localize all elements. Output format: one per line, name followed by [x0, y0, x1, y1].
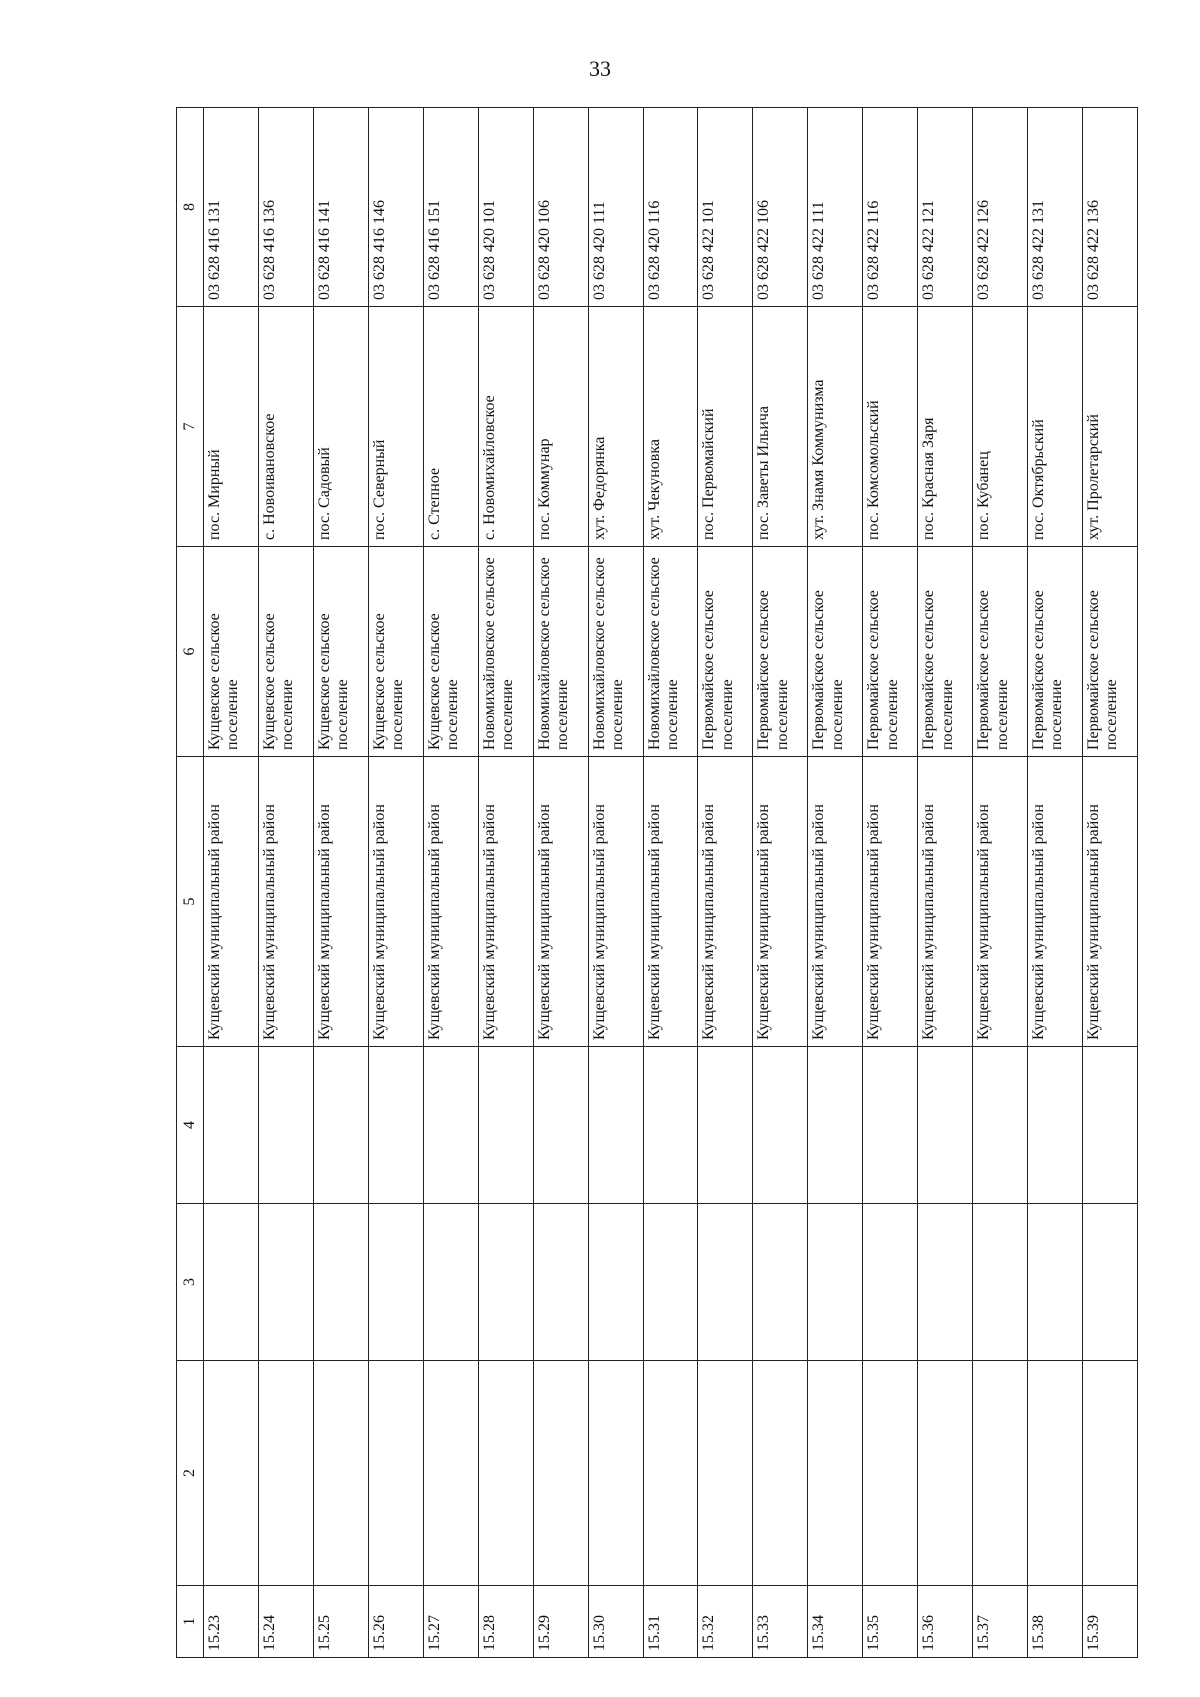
- district-cell: Кущевский муниципальный район: [588, 757, 643, 1047]
- locality-cell: пос. Северный: [368, 307, 423, 547]
- settlement-cell: Кущевское сельское поселение: [204, 547, 259, 757]
- rotated-table-container: [176, 108, 1138, 1658]
- col4-cell: [918, 1047, 973, 1204]
- col3-cell: [204, 1204, 259, 1361]
- col2-cell: [204, 1361, 259, 1586]
- oktmo-code-cell: 03 628 422 126: [973, 108, 1028, 307]
- row-number-cell: 15.27: [423, 1586, 478, 1658]
- locality-cell: хут. Знамя Коммунизма: [808, 307, 863, 547]
- oktmo-code-cell: 03 628 420 111: [588, 108, 643, 307]
- col4-cell: [423, 1047, 478, 1204]
- table-row: [808, 108, 863, 1658]
- oktmo-code-cell: 03 628 422 121: [918, 108, 973, 307]
- col2-cell: [863, 1361, 918, 1586]
- settlements-table: [176, 107, 1138, 1658]
- table-row: [643, 108, 698, 1658]
- settlement-cell: Первомайское сельское поселение: [918, 547, 973, 757]
- col3-cell: [698, 1204, 753, 1361]
- col3-cell: [478, 1204, 533, 1361]
- table-row: [973, 108, 1028, 1658]
- col2-cell: [368, 1361, 423, 1586]
- col4-cell: [973, 1047, 1028, 1204]
- col2-cell: [1028, 1361, 1083, 1586]
- settlement-cell: Новомихайловское сельское поселение: [533, 547, 588, 757]
- col3-cell: [1083, 1204, 1138, 1361]
- col2-cell: [753, 1361, 808, 1586]
- oktmo-code-cell: 03 628 420 101: [478, 108, 533, 307]
- col4-cell: [808, 1047, 863, 1204]
- row-number-cell: 15.24: [258, 1586, 313, 1658]
- settlement-cell: Новомихайловское сельское поселение: [588, 547, 643, 757]
- table-row: [918, 108, 973, 1658]
- table-row: [478, 108, 533, 1658]
- col4-cell: [588, 1047, 643, 1204]
- col3-cell: [533, 1204, 588, 1361]
- settlement-cell: Первомайское сельское поселение: [808, 547, 863, 757]
- table-row: [204, 108, 259, 1658]
- district-cell: Кущевский муниципальный район: [258, 757, 313, 1047]
- settlement-cell: Кущевское сельское поселение: [368, 547, 423, 757]
- district-cell: Кущевский муниципальный район: [973, 757, 1028, 1047]
- district-cell: Кущевский муниципальный район: [423, 757, 478, 1047]
- col3-cell: [643, 1204, 698, 1361]
- locality-cell: пос. Мирный: [204, 307, 259, 547]
- row-number-cell: 15.37: [973, 1586, 1028, 1658]
- table-row: [588, 108, 643, 1658]
- district-cell: Кущевский муниципальный район: [368, 757, 423, 1047]
- table-row: [863, 108, 918, 1658]
- row-number-cell: 15.32: [698, 1586, 753, 1658]
- col4-cell: [753, 1047, 808, 1204]
- col4-cell: [533, 1047, 588, 1204]
- settlement-cell: Кущевское сельское поселение: [423, 547, 478, 757]
- col2-cell: [478, 1361, 533, 1586]
- col3-cell: [1028, 1204, 1083, 1361]
- table-row: [1028, 108, 1083, 1658]
- settlement-cell: Кущевское сельское поселение: [313, 547, 368, 757]
- col4-cell: [698, 1047, 753, 1204]
- settlement-cell: Первомайское сельское поселение: [1028, 547, 1083, 757]
- table-row: [423, 108, 478, 1658]
- row-number-cell: 15.39: [1083, 1586, 1138, 1658]
- row-number-cell: 15.36: [918, 1586, 973, 1658]
- column-header-7: 7: [177, 307, 204, 547]
- col3-cell: [918, 1204, 973, 1361]
- district-cell: Кущевский муниципальный район: [643, 757, 698, 1047]
- settlement-cell: Первомайское сельское поселение: [973, 547, 1028, 757]
- settlement-cell: Первомайское сельское поселение: [1083, 547, 1138, 757]
- settlement-cell: Первомайское сельское поселение: [863, 547, 918, 757]
- col3-cell: [423, 1204, 478, 1361]
- row-number-cell: 15.23: [204, 1586, 259, 1658]
- oktmo-code-cell: 03 628 416 136: [258, 108, 313, 307]
- district-cell: Кущевский муниципальный район: [1083, 757, 1138, 1047]
- column-header-6: 6: [177, 547, 204, 757]
- col2-cell: [258, 1361, 313, 1586]
- oktmo-code-cell: 03 628 422 106: [753, 108, 808, 307]
- row-number-cell: 15.28: [478, 1586, 533, 1658]
- locality-cell: с. Новомихайловское: [478, 307, 533, 547]
- row-number-cell: 15.33: [753, 1586, 808, 1658]
- column-header-4: 4: [177, 1047, 204, 1204]
- row-number-cell: 15.31: [643, 1586, 698, 1658]
- col2-cell: [973, 1361, 1028, 1586]
- column-header-2: 2: [177, 1361, 204, 1586]
- col3-cell: [753, 1204, 808, 1361]
- col3-cell: [258, 1204, 313, 1361]
- oktmo-code-cell: 03 628 416 131: [204, 108, 259, 307]
- locality-cell: с. Степное: [423, 307, 478, 547]
- col2-cell: [1083, 1361, 1138, 1586]
- col2-cell: [423, 1361, 478, 1586]
- table-body: [204, 108, 1138, 1658]
- col4-cell: [1083, 1047, 1138, 1204]
- col4-cell: [204, 1047, 259, 1204]
- row-number-cell: 15.30: [588, 1586, 643, 1658]
- settlement-cell: Новомихайловское сельское поселение: [478, 547, 533, 757]
- settlement-cell: Первомайское сельское поселение: [698, 547, 753, 757]
- locality-cell: хут. Федорянка: [588, 307, 643, 547]
- locality-cell: пос. Красная Заря: [918, 307, 973, 547]
- col2-cell: [698, 1361, 753, 1586]
- district-cell: Кущевский муниципальный район: [863, 757, 918, 1047]
- col2-cell: [313, 1361, 368, 1586]
- district-cell: Кущевский муниципальный район: [808, 757, 863, 1047]
- col2-cell: [918, 1361, 973, 1586]
- row-number-cell: 15.38: [1028, 1586, 1083, 1658]
- column-header-5: 5: [177, 757, 204, 1047]
- oktmo-code-cell: 03 628 416 146: [368, 108, 423, 307]
- row-number-cell: 15.29: [533, 1586, 588, 1658]
- col3-cell: [368, 1204, 423, 1361]
- col4-cell: [863, 1047, 918, 1204]
- row-number-cell: 15.25: [313, 1586, 368, 1658]
- col3-cell: [313, 1204, 368, 1361]
- locality-cell: хут. Чекуновка: [643, 307, 698, 547]
- district-cell: Кущевский муниципальный район: [918, 757, 973, 1047]
- table-row: [698, 108, 753, 1658]
- column-header-3: 3: [177, 1204, 204, 1361]
- oktmo-code-cell: 03 628 422 101: [698, 108, 753, 307]
- col4-cell: [1028, 1047, 1083, 1204]
- oktmo-code-cell: 03 628 416 141: [313, 108, 368, 307]
- col4-cell: [368, 1047, 423, 1204]
- locality-cell: пос. Первомайский: [698, 307, 753, 547]
- locality-cell: пос. Коммунар: [533, 307, 588, 547]
- district-cell: Кущевский муниципальный район: [698, 757, 753, 1047]
- settlement-cell: Новомихайловское сельское поселение: [643, 547, 698, 757]
- oktmo-code-cell: 03 628 422 136: [1083, 108, 1138, 307]
- col4-cell: [258, 1047, 313, 1204]
- table-row: [1083, 108, 1138, 1658]
- oktmo-code-cell: 03 628 416 151: [423, 108, 478, 307]
- col2-cell: [808, 1361, 863, 1586]
- locality-cell: хут. Пролетарский: [1083, 307, 1138, 547]
- row-number-cell: 15.26: [368, 1586, 423, 1658]
- locality-cell: пос. Садовый: [313, 307, 368, 547]
- oktmo-code-cell: 03 628 422 131: [1028, 108, 1083, 307]
- settlement-cell: Кущевское сельское поселение: [258, 547, 313, 757]
- table-header-row: [177, 108, 204, 1658]
- district-cell: Кущевский муниципальный район: [478, 757, 533, 1047]
- district-cell: Кущевский муниципальный район: [533, 757, 588, 1047]
- col2-cell: [533, 1361, 588, 1586]
- district-cell: Кущевский муниципальный район: [204, 757, 259, 1047]
- table-row: [258, 108, 313, 1658]
- locality-cell: пос. Комсомольский: [863, 307, 918, 547]
- col2-cell: [588, 1361, 643, 1586]
- page-number: 33: [589, 56, 611, 81]
- col3-cell: [973, 1204, 1028, 1361]
- col3-cell: [863, 1204, 918, 1361]
- table-row: [753, 108, 808, 1658]
- district-cell: Кущевский муниципальный район: [1028, 757, 1083, 1047]
- col3-cell: [808, 1204, 863, 1361]
- row-number-cell: 15.34: [808, 1586, 863, 1658]
- col4-cell: [643, 1047, 698, 1204]
- column-header-1: 1: [177, 1586, 204, 1658]
- table-row: [313, 108, 368, 1658]
- oktmo-code-cell: 03 628 422 111: [808, 108, 863, 307]
- oktmo-code-cell: 03 628 420 106: [533, 108, 588, 307]
- locality-cell: пос. Октябрьский: [1028, 307, 1083, 547]
- table-row: [533, 108, 588, 1658]
- district-cell: Кущевский муниципальный район: [753, 757, 808, 1047]
- oktmo-code-cell: 03 628 422 116: [863, 108, 918, 307]
- locality-cell: с. Новоивановское: [258, 307, 313, 547]
- row-number-cell: 15.35: [863, 1586, 918, 1658]
- col3-cell: [588, 1204, 643, 1361]
- settlement-cell: Первомайское сельское поселение: [753, 547, 808, 757]
- district-cell: Кущевский муниципальный район: [313, 757, 368, 1047]
- locality-cell: пос. Заветы Ильича: [753, 307, 808, 547]
- col2-cell: [643, 1361, 698, 1586]
- col4-cell: [478, 1047, 533, 1204]
- col4-cell: [313, 1047, 368, 1204]
- column-header-8: 8: [177, 108, 204, 307]
- oktmo-code-cell: 03 628 420 116: [643, 108, 698, 307]
- locality-cell: пос. Кубанец: [973, 307, 1028, 547]
- table-row: [368, 108, 423, 1658]
